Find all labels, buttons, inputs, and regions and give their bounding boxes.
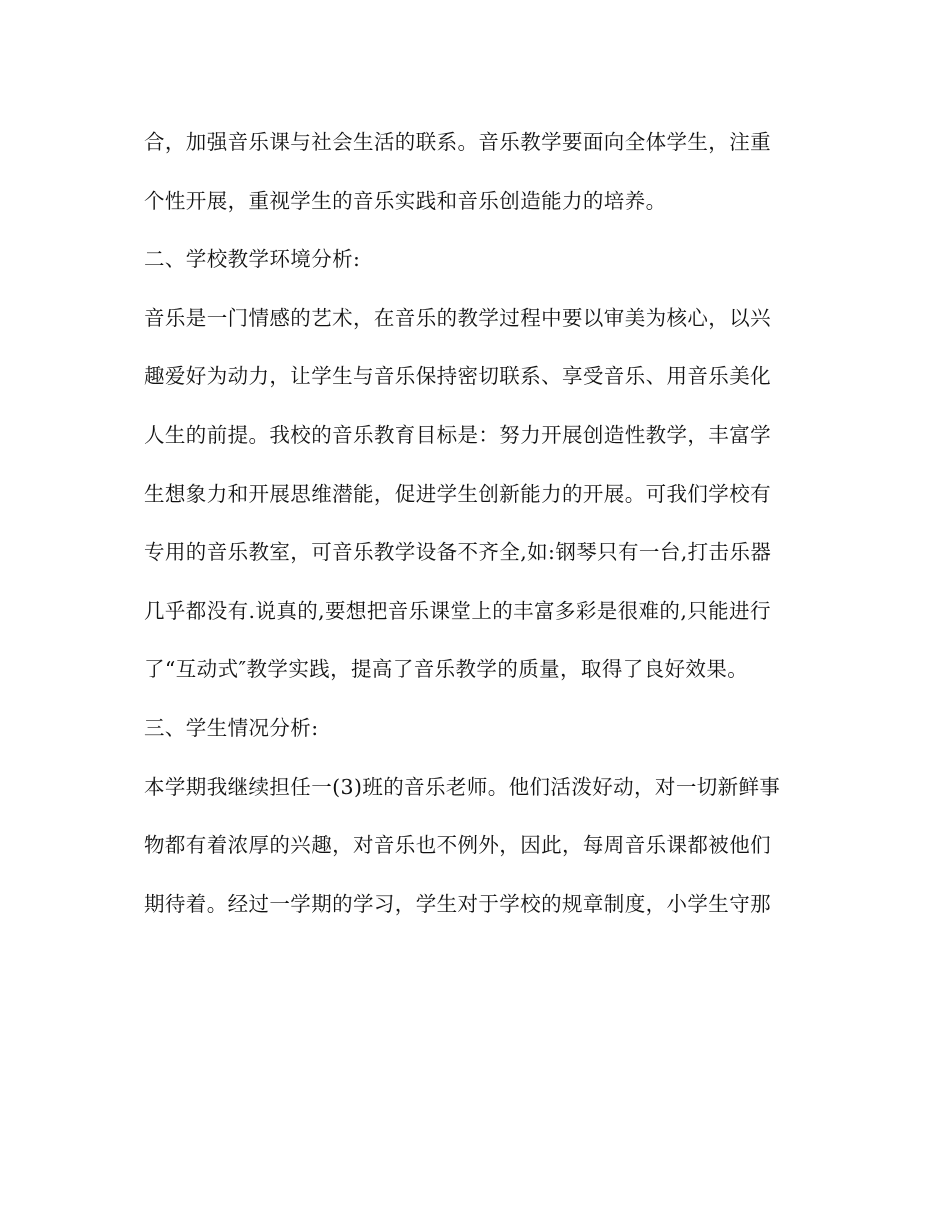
paragraph-line: 生想象力和开展思维潜能，促进学生创新能力的开展。可我们学校有 — [144, 481, 771, 506]
paragraph-line: 个性开展，重视学生的音乐实践和音乐创造能力的培养。 — [144, 188, 667, 213]
paragraph-line: 音乐是一门情感的艺术，在音乐的教学过程中要以审美为核心，以兴 — [144, 305, 771, 330]
body-text — [144, 121, 816, 941]
paragraph-line: 本学期我继续担任一(3)班的音乐老师。他们活泼好动，对一切新鲜事 — [144, 774, 781, 799]
paragraph-line: 物都有着浓厚的兴趣，对音乐也不例外，因此，每周音乐课都被他们 — [144, 833, 771, 858]
paragraph-line: 趣爱好为动力，让学生与音乐保持密切联系、享受音乐、用音乐美化 — [144, 364, 771, 389]
paragraph-line: 了“互动式″教学实践，提高了音乐教学的质量，取得了良好效果。 — [144, 657, 749, 682]
paragraph-line: 期待着。经过一学期的学习，学生对于学校的规章制度，小学生守那 — [144, 891, 771, 916]
section-heading: 三、学生情况分析: — [144, 715, 319, 740]
paragraph-line: 专用的音乐教室，可音乐教学设备不齐全,如:钢琴只有一台,打击乐器 — [144, 540, 772, 565]
section-heading: 二、学校教学环境分析: — [144, 247, 361, 272]
paragraph-line: 人生的前提。我校的音乐教育目标是：努力开展创造性教学，丰富学 — [144, 422, 771, 447]
paragraph-line: 几乎都没有.说真的,要想把音乐课堂上的丰富多彩是很难的,只能进行 — [144, 598, 771, 623]
paragraph-line: 合，加强音乐课与社会生活的联系。音乐教学要面向全体学生，注重 — [144, 130, 771, 154]
